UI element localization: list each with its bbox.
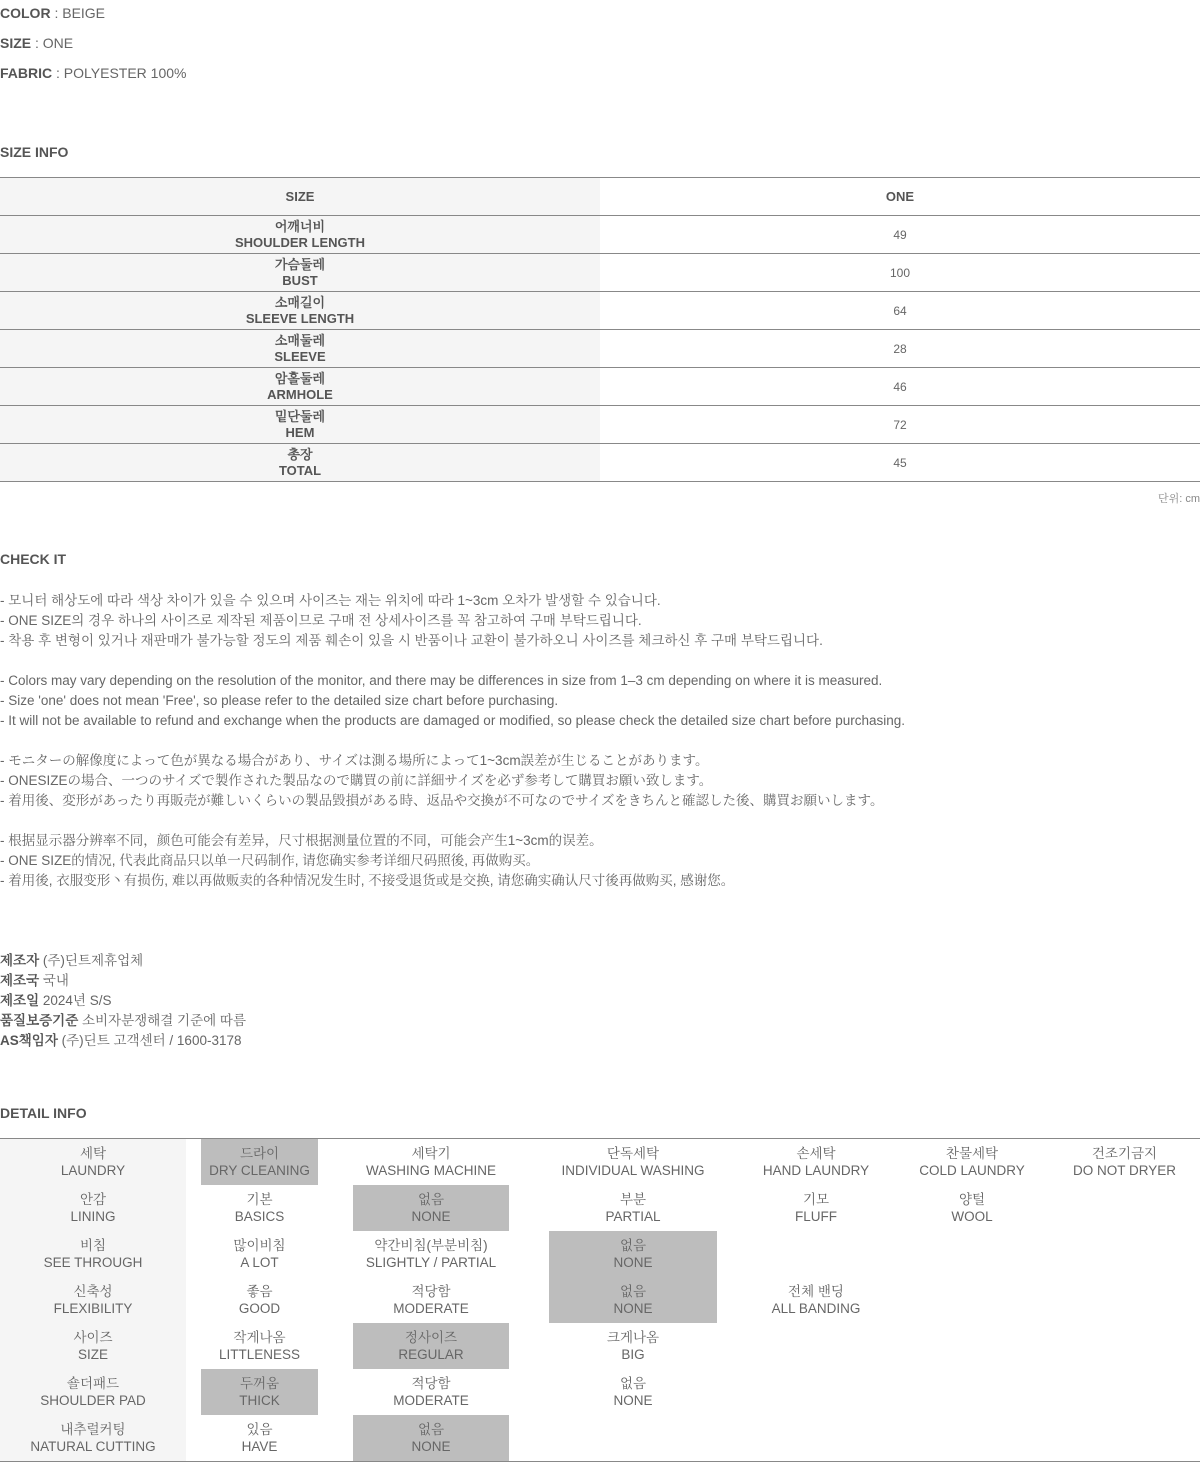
size-row bbox=[0, 330, 1200, 368]
detail-en: REGULAR bbox=[398, 1347, 464, 1362]
detail-en: FLEXIBILITY bbox=[53, 1301, 133, 1316]
detail-en: BIG bbox=[621, 1347, 645, 1362]
detail-option-selected bbox=[353, 1415, 509, 1461]
detail-en: PARTIAL bbox=[605, 1209, 661, 1224]
size-measure-label bbox=[0, 406, 600, 443]
manufacturer-label: 제조국 bbox=[0, 973, 40, 988]
manufacturer-line bbox=[0, 991, 246, 1011]
detail-en: LAUNDRY bbox=[60, 1163, 126, 1178]
detail-ko: 부분 bbox=[619, 1192, 647, 1207]
detail-ko: 크게나옴 bbox=[606, 1330, 660, 1345]
detail-en: NONE bbox=[411, 1439, 451, 1454]
detail-ko: 단독세탁 bbox=[606, 1146, 660, 1161]
check-note-line: - 착용 후 변형이 있거나 재판매가 불가능할 정도의 제품 훼손이 있을 시 반품이나 교환이 불가하오니 사이즈를 체크하신 후 구매 부탁드립니다. bbox=[0, 633, 823, 648]
check-note-line: - モニターの解像度によって色が異なる場合があり、サイズは測る場所によって1~3cm誤差が生じることがあります。 bbox=[0, 753, 709, 768]
size-table-header bbox=[0, 178, 1200, 216]
detail-option bbox=[353, 1231, 509, 1277]
detail-en: SEE THROUGH bbox=[43, 1255, 143, 1270]
check-it-title: CHECK IT bbox=[0, 551, 67, 567]
detail-en: COLD LAUNDRY bbox=[919, 1163, 1025, 1178]
check-note-line: - 모니터 해상도에 따라 색상 차이가 있을 수 있으며 사이즈는 재는 위치에 따라 1~3cm 오차가 발생할 수 있습니다. bbox=[0, 593, 661, 608]
check-note-line: - It will not be available to refund and exchange when the products are damaged or modified, so please check the detailed size chart before purchasing. bbox=[0, 713, 906, 728]
detail-option bbox=[905, 1185, 1039, 1231]
detail-option bbox=[549, 1323, 717, 1369]
detail-ko: 적당함 bbox=[411, 1284, 451, 1299]
size-measure-en: SLEEVE bbox=[274, 348, 326, 364]
size-row bbox=[0, 444, 1200, 482]
manufacturer-label: 품질보증기준 bbox=[0, 1013, 79, 1028]
detail-info-title: DETAIL INFO bbox=[0, 1105, 87, 1121]
detail-ko: 사이즈 bbox=[73, 1330, 113, 1345]
check-note-line: - ONE SIZE의 경우 하나의 사이즈로 제작된 제품이므로 구매 전 상세사이즈를 꼭 참고하여 구매 부탁드립니다. bbox=[0, 613, 642, 628]
spec-value: : ONE bbox=[31, 35, 74, 51]
size-measure-ko: 밑단둘레 bbox=[274, 408, 326, 424]
check-note-line bbox=[0, 811, 905, 831]
check-note-line bbox=[0, 731, 905, 751]
size-header-value: ONE bbox=[885, 189, 915, 204]
spec-label: COLOR bbox=[0, 5, 51, 21]
detail-option bbox=[201, 1231, 318, 1277]
size-info-title: SIZE INFO bbox=[0, 144, 69, 160]
size-measure-en: BUST bbox=[282, 272, 318, 288]
detail-ko: 안감 bbox=[79, 1192, 107, 1207]
detail-ko: 숄더패드 bbox=[66, 1376, 120, 1391]
manufacturer-line bbox=[0, 951, 246, 971]
detail-row-label bbox=[0, 1323, 186, 1369]
detail-en: GOOD bbox=[238, 1301, 281, 1316]
manufacturer-value: (주)딘트 고객센터 / 1600-3178 bbox=[57, 1033, 242, 1048]
detail-ko: 없음 bbox=[417, 1422, 445, 1437]
detail-en: THICK bbox=[239, 1393, 280, 1408]
detail-option bbox=[1049, 1139, 1200, 1185]
detail-ko: 적당함 bbox=[411, 1376, 451, 1391]
detail-option bbox=[353, 1369, 509, 1415]
detail-ko: 작게나옴 bbox=[233, 1330, 286, 1345]
detail-en: NATURAL CUTTING bbox=[30, 1439, 156, 1454]
size-measure-value: 49 bbox=[893, 227, 907, 242]
detail-en: ALL BANDING bbox=[771, 1301, 861, 1316]
size-measure-en: HEM bbox=[285, 424, 315, 440]
size-row bbox=[0, 368, 1200, 406]
detail-en: LINING bbox=[70, 1209, 116, 1224]
detail-option bbox=[549, 1185, 717, 1231]
detail-option bbox=[353, 1139, 509, 1185]
manufacturer-value: 2024년 S/S bbox=[39, 993, 112, 1008]
size-measure-ko: 어깨너비 bbox=[274, 218, 326, 234]
manufacturer-label: AS책임자 bbox=[0, 1033, 58, 1048]
detail-ko: 기본 bbox=[246, 1192, 273, 1207]
detail-ko: 없음 bbox=[619, 1238, 647, 1253]
detail-ko: 좋음 bbox=[246, 1284, 273, 1299]
detail-en: SLIGHTLY / PARTIAL bbox=[365, 1255, 497, 1270]
detail-en: SIZE bbox=[77, 1347, 108, 1362]
detail-ko: 많이비침 bbox=[233, 1238, 286, 1253]
size-measure-value: 28 bbox=[893, 341, 907, 356]
manufacturer-line bbox=[0, 971, 246, 991]
detail-ko: 전체 밴딩 bbox=[788, 1284, 844, 1299]
check-note-line: - Colors may vary depending on the resolution of the monitor, and there may be differences in size from 1–3 cm depending on where it is measured. bbox=[0, 673, 883, 688]
manufacturer-value: 소비자분쟁해결 기준에 따름 bbox=[78, 1013, 246, 1028]
spec-size bbox=[0, 35, 73, 51]
size-measure-ko: 암홀둘레 bbox=[274, 370, 326, 386]
size-row bbox=[0, 216, 1200, 254]
size-measure-value: 100 bbox=[889, 265, 911, 280]
detail-row-label bbox=[0, 1415, 186, 1461]
detail-option bbox=[201, 1277, 318, 1323]
detail-en: WASHING MACHINE bbox=[365, 1163, 496, 1178]
detail-option-selected bbox=[353, 1323, 509, 1369]
detail-en: BASICS bbox=[234, 1209, 285, 1224]
size-measure-value: 72 bbox=[893, 417, 907, 432]
size-measure-value: 64 bbox=[893, 303, 907, 318]
detail-ko: 없음 bbox=[619, 1284, 647, 1299]
detail-en: HAND LAUNDRY bbox=[762, 1163, 870, 1178]
detail-en: DO NOT DRYER bbox=[1072, 1163, 1177, 1178]
manufacturer-label: 제조일 bbox=[0, 993, 40, 1008]
detail-ko: 세탁 bbox=[79, 1146, 107, 1161]
size-measure-label bbox=[0, 216, 600, 253]
check-note-line bbox=[0, 651, 905, 671]
size-measure-label bbox=[0, 254, 600, 291]
detail-option bbox=[549, 1139, 717, 1185]
size-measure-label bbox=[0, 330, 600, 367]
detail-en: MODERATE bbox=[393, 1393, 469, 1408]
size-measure-ko: 소매길이 bbox=[274, 294, 326, 310]
detail-ko: 건조기금지 bbox=[1091, 1146, 1158, 1161]
detail-option-selected bbox=[549, 1231, 717, 1277]
size-measure-label bbox=[0, 368, 600, 405]
detail-en: SHOULDER PAD bbox=[40, 1393, 146, 1408]
spec-fabric bbox=[0, 65, 186, 81]
detail-en: INDIVIDUAL WASHING bbox=[561, 1163, 705, 1178]
size-row bbox=[0, 254, 1200, 292]
size-measure-label bbox=[0, 444, 600, 481]
detail-en: HAVE bbox=[241, 1439, 278, 1454]
detail-option bbox=[733, 1277, 899, 1323]
manufacturer-line bbox=[0, 1011, 246, 1031]
detail-option-selected bbox=[549, 1277, 717, 1323]
size-measure-en: SHOULDER LENGTH bbox=[235, 234, 365, 250]
manufacturer-value: (주)딘트제휴업체 bbox=[39, 953, 144, 968]
detail-option-selected bbox=[201, 1369, 318, 1415]
check-note-line: - Size 'one' does not mean 'Free', so please refer to the detailed size chart before purchasing. bbox=[0, 693, 559, 708]
detail-en: NONE bbox=[613, 1393, 653, 1408]
size-header-label: SIZE bbox=[0, 178, 600, 215]
size-measure-ko: 가슴둘레 bbox=[274, 256, 326, 272]
spec-color bbox=[0, 5, 105, 21]
size-row bbox=[0, 292, 1200, 330]
size-measure-value: 45 bbox=[893, 455, 907, 470]
detail-option-selected bbox=[353, 1185, 509, 1231]
check-note-line: - ONESIZEの場合、一つのサイズで製作された製品なので購買の前に詳細サイズを必ず参考して購買お願い致します。 bbox=[0, 773, 713, 788]
detail-en: MODERATE bbox=[393, 1301, 469, 1316]
manufacturer-label: 제조자 bbox=[0, 953, 40, 968]
size-measure-value: 46 bbox=[893, 379, 907, 394]
detail-row-label bbox=[0, 1277, 186, 1323]
spec-label: FABRIC bbox=[0, 65, 53, 81]
detail-row-label bbox=[0, 1139, 186, 1185]
detail-en: NONE bbox=[411, 1209, 451, 1224]
unit-label: 단위: cm bbox=[1157, 493, 1200, 505]
size-measure-en: ARMHOLE bbox=[267, 386, 333, 402]
size-measure-ko: 소매둘레 bbox=[274, 332, 326, 348]
detail-info-grid bbox=[0, 1138, 1200, 1462]
size-measure-ko: 총장 bbox=[287, 446, 313, 462]
detail-ko: 기모 bbox=[802, 1192, 830, 1207]
check-note-line: - 着用後、変形があったり再販売が難しいくらいの製品毀損がある時、返品や交換が不可なのでサイズをきちんと確認した後、購買お願いします。 bbox=[0, 793, 884, 808]
detail-option bbox=[201, 1323, 318, 1369]
spec-label: SIZE bbox=[0, 35, 32, 51]
detail-option bbox=[905, 1139, 1039, 1185]
detail-en: WOOL bbox=[951, 1209, 993, 1224]
detail-row-label bbox=[0, 1185, 186, 1231]
detail-row-label bbox=[0, 1369, 186, 1415]
manufacturer-line bbox=[0, 1031, 246, 1051]
detail-option bbox=[733, 1185, 899, 1231]
detail-option-selected bbox=[201, 1139, 318, 1185]
check-it-notes bbox=[0, 591, 905, 891]
detail-option bbox=[201, 1185, 318, 1231]
detail-en: DRY CLEANING bbox=[209, 1163, 310, 1178]
manufacturer-value: 국내 bbox=[39, 973, 69, 988]
check-note-line: - ONE SIZE的情况, 代表此商品只以单一尺码制作, 请您确实参考详细尺码照後, 再做购买。 bbox=[0, 853, 540, 868]
detail-option bbox=[733, 1139, 899, 1185]
detail-en: FLUFF bbox=[795, 1209, 837, 1224]
manufacturer-info bbox=[0, 951, 246, 1051]
size-row bbox=[0, 406, 1200, 444]
detail-option bbox=[353, 1277, 509, 1323]
detail-ko: 신축성 bbox=[73, 1284, 113, 1299]
detail-en: NONE bbox=[613, 1301, 653, 1316]
detail-ko: 약간비침(부분비침) bbox=[374, 1238, 488, 1253]
detail-ko: 비침 bbox=[79, 1238, 107, 1253]
detail-ko: 두꺼움 bbox=[239, 1376, 280, 1391]
detail-en: LITTLENESS bbox=[218, 1347, 301, 1362]
check-note-line: - 着用後, 衣服变形丶有损伤, 难以再做贩卖的各种情况发生时, 不接受退货或是交换, 请您确实确认尺寸後再做购买, 感谢您。 bbox=[0, 873, 735, 888]
detail-ko: 세탁기 bbox=[411, 1146, 451, 1161]
size-measure-en: SLEEVE LENGTH bbox=[245, 310, 355, 326]
detail-ko: 있음 bbox=[246, 1422, 273, 1437]
size-measure-label bbox=[0, 292, 600, 329]
size-table bbox=[0, 177, 1200, 482]
detail-row-label bbox=[0, 1231, 186, 1277]
size-measure-en: TOTAL bbox=[278, 462, 322, 478]
detail-option bbox=[549, 1369, 717, 1415]
detail-ko: 양털 bbox=[958, 1192, 986, 1207]
check-note-line: - 根据显示器分辨率不同，颜色可能会有差异，尺寸根据测量位置的不同，可能会产生1~3cm的误差。 bbox=[0, 833, 603, 848]
detail-ko: 없음 bbox=[417, 1192, 445, 1207]
detail-en: A LOT bbox=[240, 1255, 279, 1270]
detail-ko: 찬물세탁 bbox=[945, 1146, 999, 1161]
spec-value: : POLYESTER 100% bbox=[52, 65, 187, 81]
detail-option bbox=[201, 1415, 318, 1461]
detail-ko: 없음 bbox=[619, 1376, 647, 1391]
detail-ko: 정사이즈 bbox=[404, 1330, 458, 1345]
detail-ko: 내추럴커팅 bbox=[60, 1422, 126, 1437]
detail-ko: 드라이 bbox=[239, 1146, 280, 1161]
detail-en: NONE bbox=[613, 1255, 653, 1270]
spec-value: : BEIGE bbox=[50, 5, 106, 21]
detail-ko: 손세탁 bbox=[796, 1146, 836, 1161]
